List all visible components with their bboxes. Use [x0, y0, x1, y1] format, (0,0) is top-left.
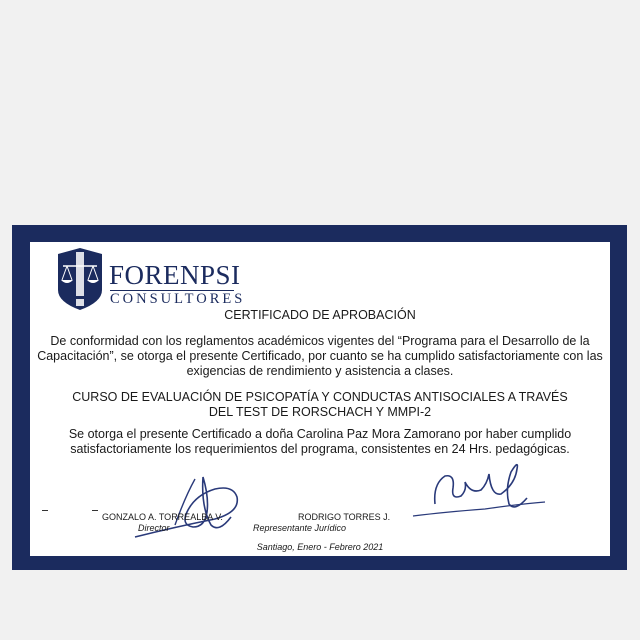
- certificate-frame: [12, 225, 627, 570]
- legal-rep-role: Representante Jurídico: [253, 523, 347, 533]
- director-role: Director: [138, 523, 170, 533]
- course-title: [30, 390, 610, 420]
- award-line: Se otorga el presente Certificado a doña Carolina Paz Mora Zamorano por haber cumplido: [68, 427, 572, 441]
- legal-rep-signature-icon: [405, 454, 555, 539]
- legal-rep-name: RODRIGO TORRES J.: [298, 512, 391, 522]
- margin-mark: [42, 510, 48, 511]
- intro-paragraph: [30, 334, 610, 379]
- logo-subtitle: CONSULTORES: [110, 291, 246, 307]
- logo-name: FORENPSI: [109, 260, 241, 290]
- course-line: CURSO DE EVALUACIÓN DE PSICOPATÍA Y CONDUCTAS ANTISOCIALES A TRAVÉS: [72, 390, 568, 404]
- award-line: satisfactoriamente los requerimientos del programa, consistentes en 24 Hrs. pedagógicas.: [70, 442, 570, 456]
- margin-mark: [92, 510, 98, 511]
- director-name: GONZALO A. TORREALBA V.: [102, 512, 223, 522]
- intro-line: Capacitación”, se otorga el presente Certificado, por cuanto se ha cumplido satisfactoriamente con las: [37, 349, 603, 363]
- intro-line: De conformidad con los reglamentos académicos vigentes del “Programa para el Desarrollo de la: [50, 334, 590, 348]
- certificate-body: [30, 242, 610, 556]
- intro-line: exigencias de rendimiento y asistencia a clases.: [186, 364, 454, 378]
- award-paragraph: [30, 427, 610, 457]
- course-line: DEL TEST DE RORSCHACH Y MMPI-2: [208, 405, 432, 419]
- forenpsi-logo: [54, 248, 244, 310]
- director-signature-icon: [115, 467, 255, 547]
- place-date: Santiago, Enero - Febrero 2021: [256, 542, 384, 552]
- scales-shield-icon: [54, 248, 106, 310]
- certificate-title: CERTIFICADO DE APROBACIÓN: [224, 308, 416, 322]
